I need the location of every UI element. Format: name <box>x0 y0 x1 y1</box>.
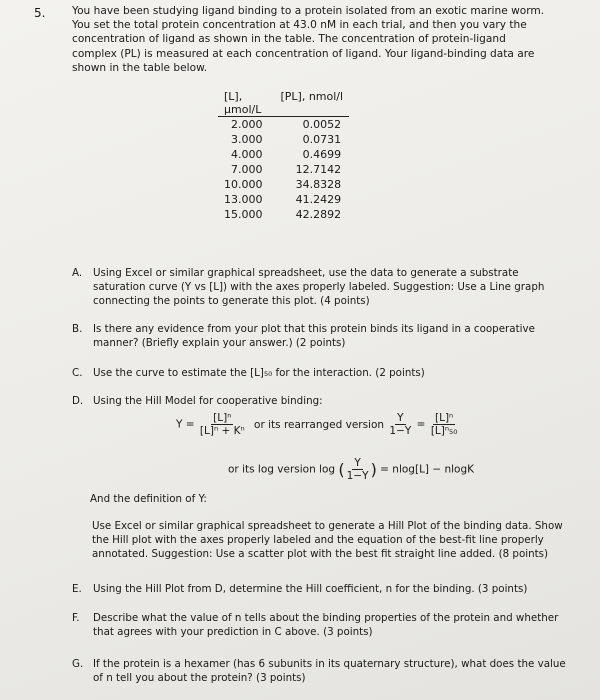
table-row: 13.000 41.2429 <box>224 193 342 206</box>
part-g-label: G. <box>72 658 84 670</box>
part-e-text: Using the Hill Plot from D, determine the Hill coefficient, n for the binding. (3 points) <box>93 583 528 595</box>
table-header-row <box>218 90 349 117</box>
table-row: 10.000 34.8328 <box>224 178 342 191</box>
eq-rearranged-right: $\frac{\text{[L]ⁿ}}{\text{[L]ⁿ₅₀}}$ <box>430 412 458 437</box>
eq-fraction: $\frac{\text{[L]ⁿ}}{\text{[L]ⁿ + Kⁿ}}$ <box>199 412 245 437</box>
part-a-text: Using Excel or similar graphical spreadsheet, use the data to generate a substrate saturation curve (Y vs [L]) with the axes properly labeled. Suggestion: Use a Line graph connecting the points to generate this plot. (4 points) <box>93 267 545 307</box>
intro-line: You set the total protein concentration at 43.0 nM in each trial, and then you vary the <box>72 19 527 32</box>
table-row: 7.000 12.7142 <box>231 163 342 176</box>
part-c-text: Use the curve to estimate the [L]₅₀ for the interaction. (2 points) <box>93 367 425 379</box>
col-ligand-header: [L], µmol/L <box>224 90 262 116</box>
intro-line: You have been studying ligand binding to a protein isolated from an exotic marine worm. <box>72 5 545 17</box>
col-complex-header: [PL], nmol/l <box>280 90 344 103</box>
part-b <box>72 322 572 352</box>
part-e <box>72 582 572 598</box>
table-row: 15.000 42.2892 <box>224 208 342 221</box>
part-g-text: If the protein is a hexamer (has 6 subunits in its quaternary structure), what does the value of n tell you about the protein? (3 points) <box>93 658 566 684</box>
eq-or-text: or its rearranged version <box>254 418 385 431</box>
intro-line: complex (PL) is measured at each concentration of ligand. Your ligand-binding data are <box>72 47 535 60</box>
eq-log-fraction: $\frac{Y}{1-Y}$ <box>346 457 369 482</box>
part-d <box>72 394 572 410</box>
part-d-label: D. <box>72 395 84 407</box>
part-f <box>72 611 582 641</box>
eq-log-rhs: = nlog[L] − nlogK <box>380 463 475 476</box>
part-a-label: A. <box>72 267 83 279</box>
hill-equation <box>176 412 459 437</box>
intro-line: shown in the table below. <box>72 61 208 74</box>
eq-y: Y = <box>176 418 195 431</box>
paren-close: ) <box>370 460 377 479</box>
hill-log-equation <box>228 457 474 482</box>
part-c <box>72 366 572 382</box>
part-d-continued: Use Excel or similar graphical spreadsheet to generate a Hill Plot of the binding data. Show the Hill plot with the axes properly labeled and the equation of the best-fit line properly annotated. Suggestion: Use a scatter plot with the best fit straight line added. (8 points) <box>92 520 563 560</box>
table-row: 4.000 0.4699 <box>231 148 342 161</box>
eq-equals: = <box>416 418 426 431</box>
definition-of-y: And the definition of Y: <box>90 493 207 505</box>
question-intro <box>72 4 572 75</box>
paren-open: ( <box>338 460 345 479</box>
part-a <box>72 266 572 310</box>
part-g <box>72 657 587 687</box>
part-b-text: Is there any evidence from your plot that this protein binds its ligand in a cooperative manner? (Briefly explain your answer.) (2 points) <box>93 323 535 349</box>
table-row: 3.000 0.0731 <box>231 133 342 146</box>
table-row: 2.000 0.0052 <box>231 118 342 131</box>
binding-data-table <box>218 90 349 222</box>
part-c-label: C. <box>72 367 83 379</box>
intro-line: concentration of ligand as shown in the table. The concentration of protein-ligand <box>72 33 506 46</box>
part-d-text: Using the Hill Model for cooperative binding: <box>93 395 323 407</box>
part-f-label: F. <box>72 612 80 624</box>
eq-rearranged-left: $\frac{Y}{1-Y}$ <box>389 412 412 437</box>
question-number: 5. <box>34 6 46 20</box>
part-f-text: Describe what the value of n tells about the binding properties of the protein and whether that agrees with your prediction in C above. (3 points) <box>93 612 559 638</box>
eq-log-prefix: or its log version log <box>228 463 336 476</box>
part-b-label: B. <box>72 323 83 335</box>
part-e-label: E. <box>72 583 82 595</box>
